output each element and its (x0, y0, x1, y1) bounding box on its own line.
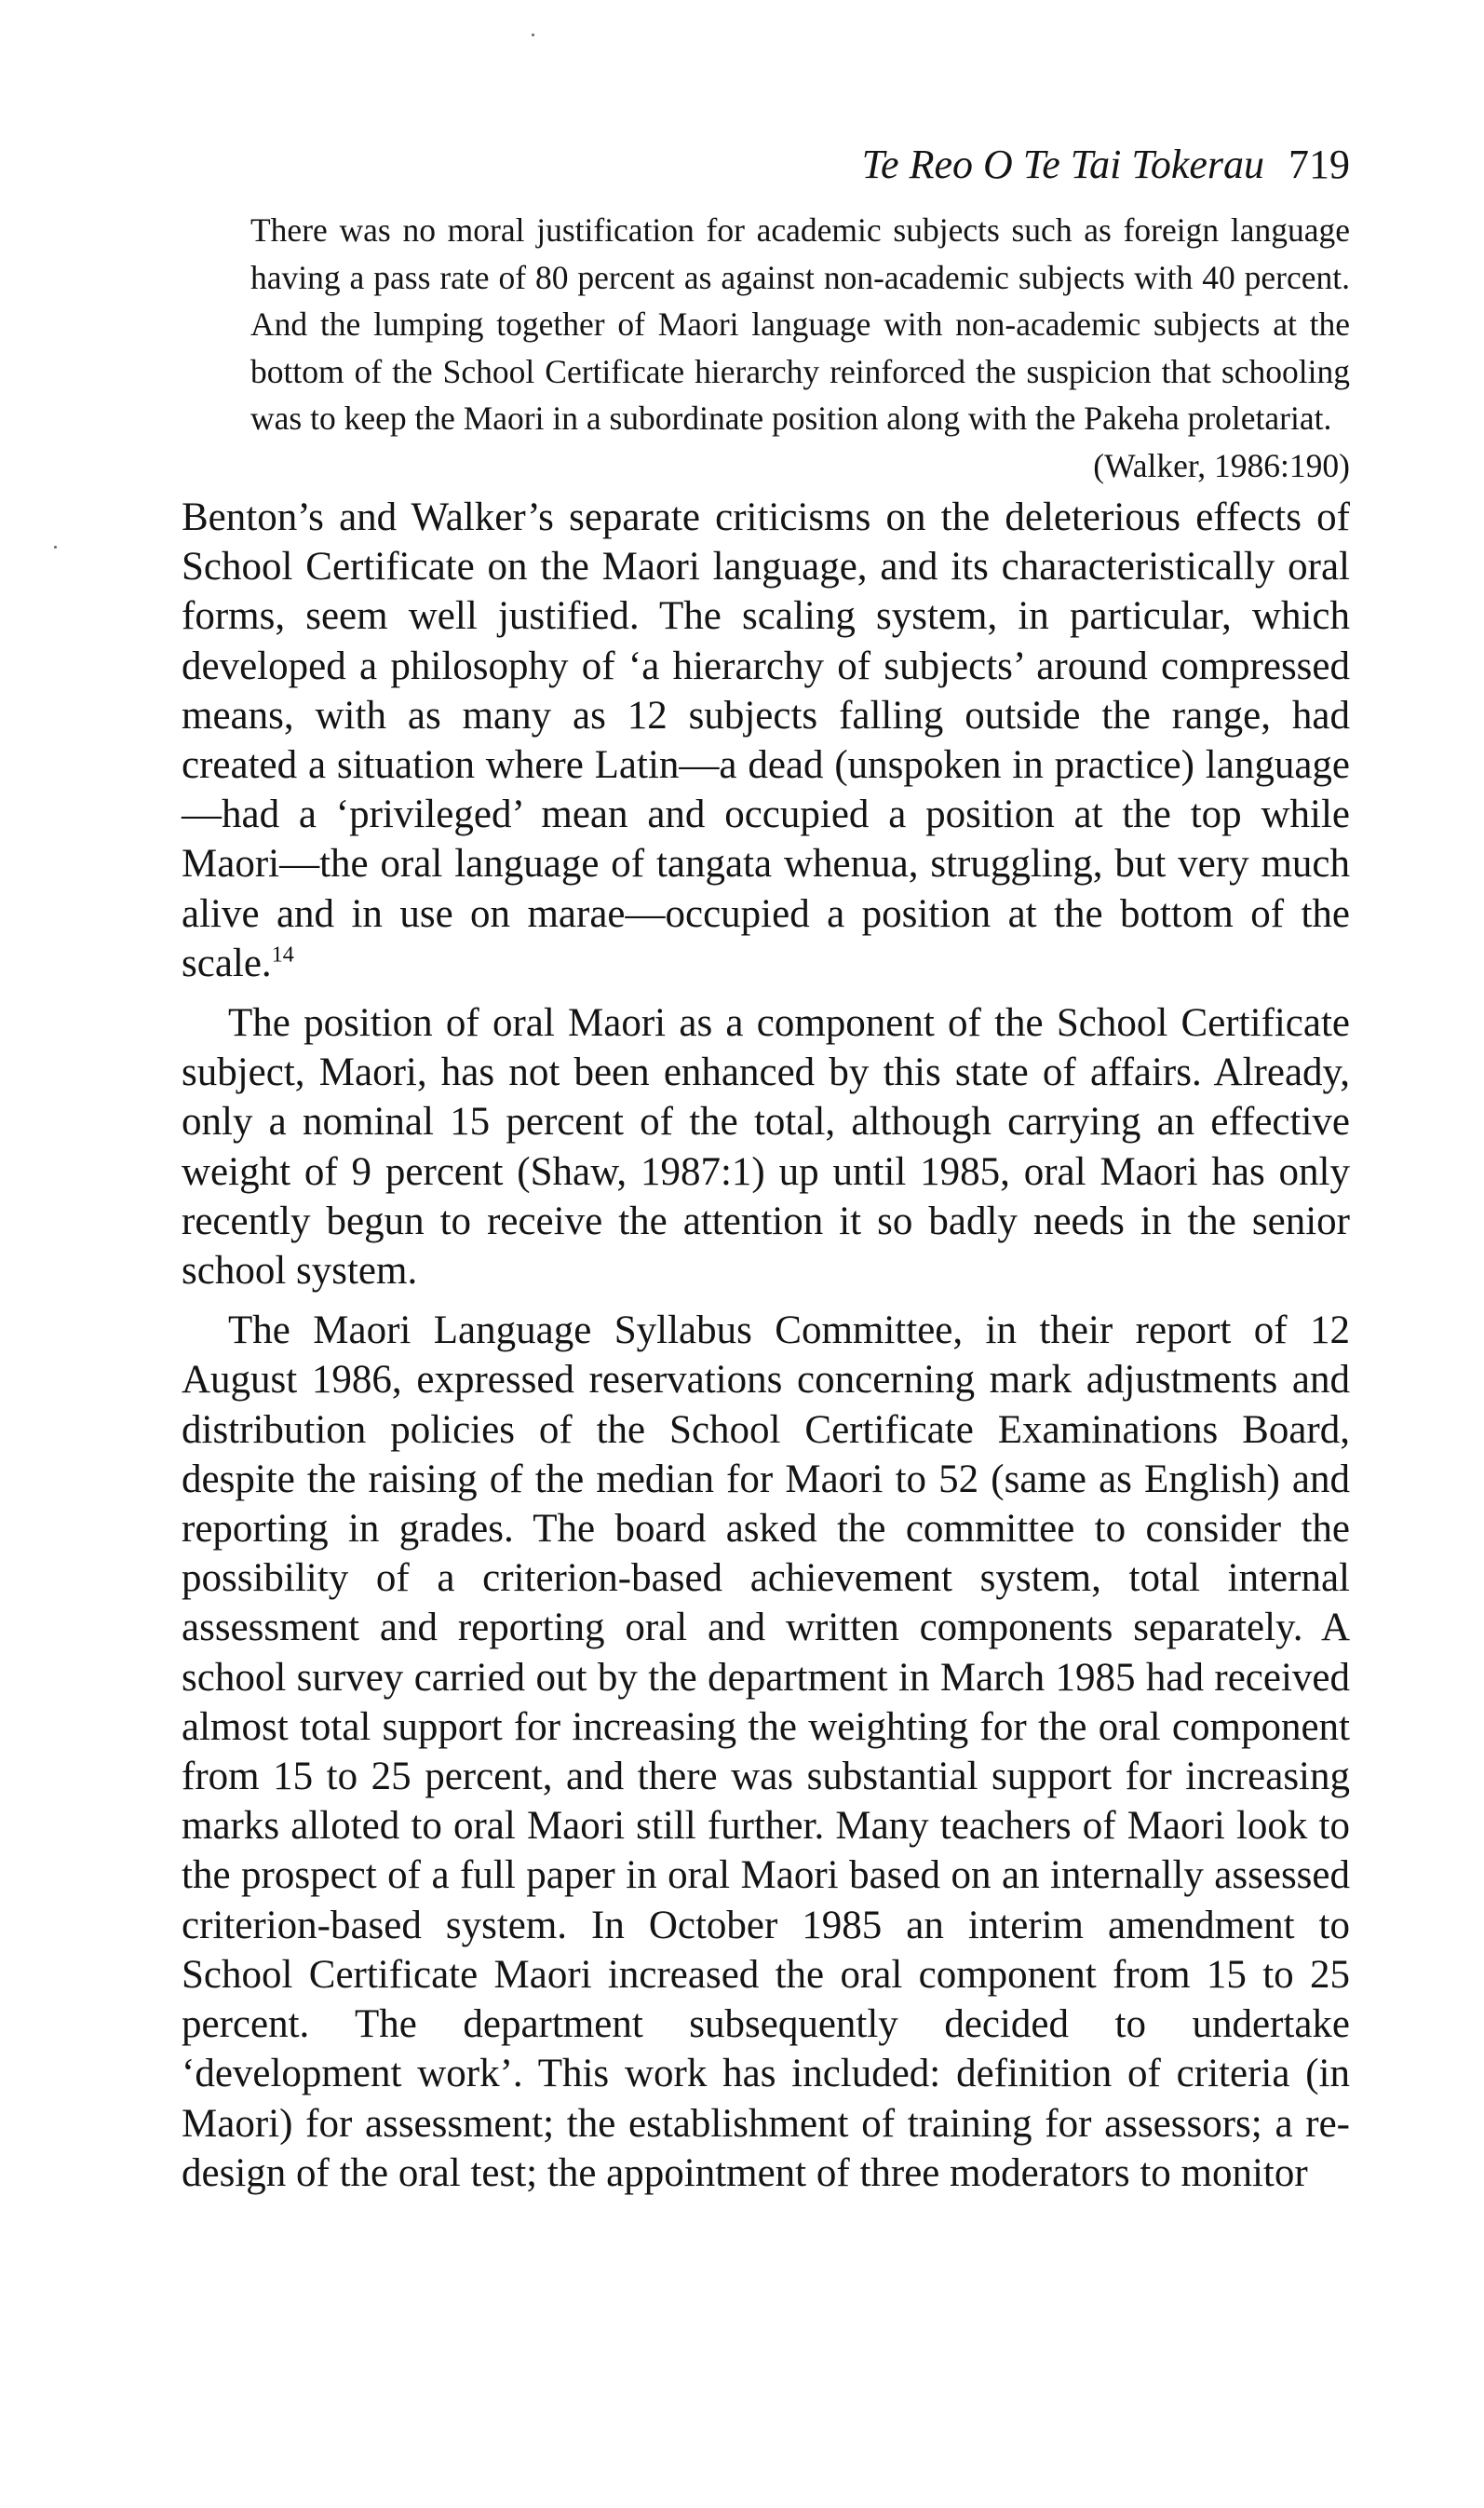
footnote-marker: 14 (271, 942, 294, 968)
page-number: 719 (1288, 142, 1350, 187)
block-quote (250, 207, 1350, 442)
scan-speck-margin (54, 546, 57, 549)
running-head (182, 140, 1350, 190)
running-title: Te Reo O Te Tai Tokerau (861, 142, 1264, 187)
block-quote-text: There was no moral justification for academic subjects such as foreign language having a pass rate of 80 percent as against non-academic subjects with 40 percent. And the lumping together of Maori language with non-academic subjects at the bottom of the School Certificate hierarchy reinforced the suspicion that schooling was to keep the Maori in a subordinate position along with the Pakeha proletariat. (250, 211, 1350, 437)
body-paragraph-2: The position of oral Maori as a component of the School Certificate subject, Maori, has not been enhanced by this state of affairs. Already, only a nominal 15 percent of the total, although carrying an effective weight of 9 percent (Shaw, 1987:1) up until 1985, oral Maori has only recently begun to receive the attention it so badly needs in the senior school system. (182, 1001, 1350, 1294)
quote-citation: (Walker, 1986:190) (1093, 446, 1350, 484)
body-paragraph-1-text: Benton’s and Walker’s separate criticisms on the deleterious effects of School Certificate on the Maori language, and its characteristically oral forms, seem well justified. The scaling system, in particular, which developed a philosophy of ‘a hierarchy of subjects’ around compressed means, with as many as 12 subjects falling outside the range, had created a situation where Latin—a dead (unspoken in practice) language—had a ‘privileged’ mean and occupied a position at the top while Maori—the oral language of tangata whenua, struggling, but very much alive and in use on marae—occupied a position at the bottom of the scale. (182, 495, 1350, 985)
book-page (182, 140, 1350, 2198)
body-paragraph-1 (182, 493, 1350, 988)
body-paragraph-3: The Maori Language Syllabus Committee, in their report of 12 August 1986, expressed reservations concerning mark adjustments and distribution policies of the School Certificate Examinations Board, despite the raising of the median for Maori to 52 (same as English) and reporting in grades. The board asked the committee to consider the possibility of a criterion-based achievement system, total internal assessment and reporting oral and written components separately. A school survey carried out by the department in March 1985 had received almost total support for increasing the weighting for the oral component from 15 to 25 percent, and there was substantial support for increasing marks alloted to oral Maori still further. Many teachers of Maori look to the prospect of a full paper in oral Maori based on an internally assessed criterion-based system. In October 1985 an interim amendment to School Certificate Maori increased the oral component from 15 to 25 percent. The department subsequently decided to undertake ‘development work’. This work has included: definition of criteria (in Maori) for assessment; the establishment of training for assessors; a re-design of the oral test; the appointment of three moderators to monitor (182, 1308, 1350, 2195)
scan-speck-top (532, 34, 534, 36)
